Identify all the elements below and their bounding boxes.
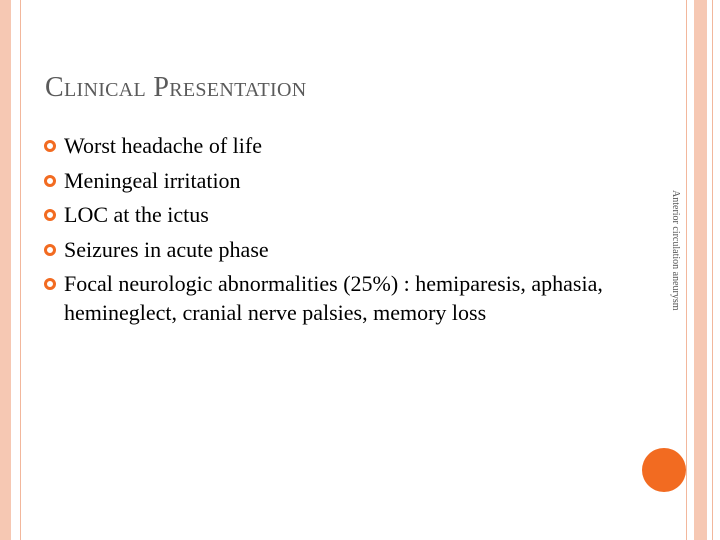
bullet-text: Meningeal irritation (64, 167, 241, 193)
ring-bullet-icon (44, 278, 56, 290)
list-item (44, 131, 644, 160)
ring-bullet-icon (44, 175, 56, 187)
left-decorative-band (0, 0, 11, 540)
list-item (44, 200, 644, 229)
bullet-text: Focal neurologic abnormalities (25%) : hemiparesis, aphasia, hemineglect, cranial nerve palsies, memory loss (64, 271, 603, 325)
ring-bullet-icon (44, 140, 56, 152)
left-decorative-line (20, 0, 21, 540)
ring-bullet-icon (44, 244, 56, 256)
bullet-text: Seizures in acute phase (64, 236, 269, 262)
list-item (44, 235, 644, 264)
bullet-list (44, 131, 644, 333)
right-decorative-line-inner (712, 0, 713, 540)
list-item (44, 269, 644, 327)
right-decorative-line-outer (686, 0, 687, 540)
bullet-text: LOC at the ictus (64, 202, 209, 227)
bullet-text: Worst headache of life (64, 133, 262, 158)
orange-circle-decoration (642, 448, 686, 492)
slide-title: Clinical Presentation (45, 72, 307, 103)
side-note: Anterior circulation aneurysm (670, 190, 681, 311)
ring-bullet-icon (44, 209, 56, 221)
right-decorative-band (694, 0, 707, 540)
list-item (44, 166, 644, 195)
